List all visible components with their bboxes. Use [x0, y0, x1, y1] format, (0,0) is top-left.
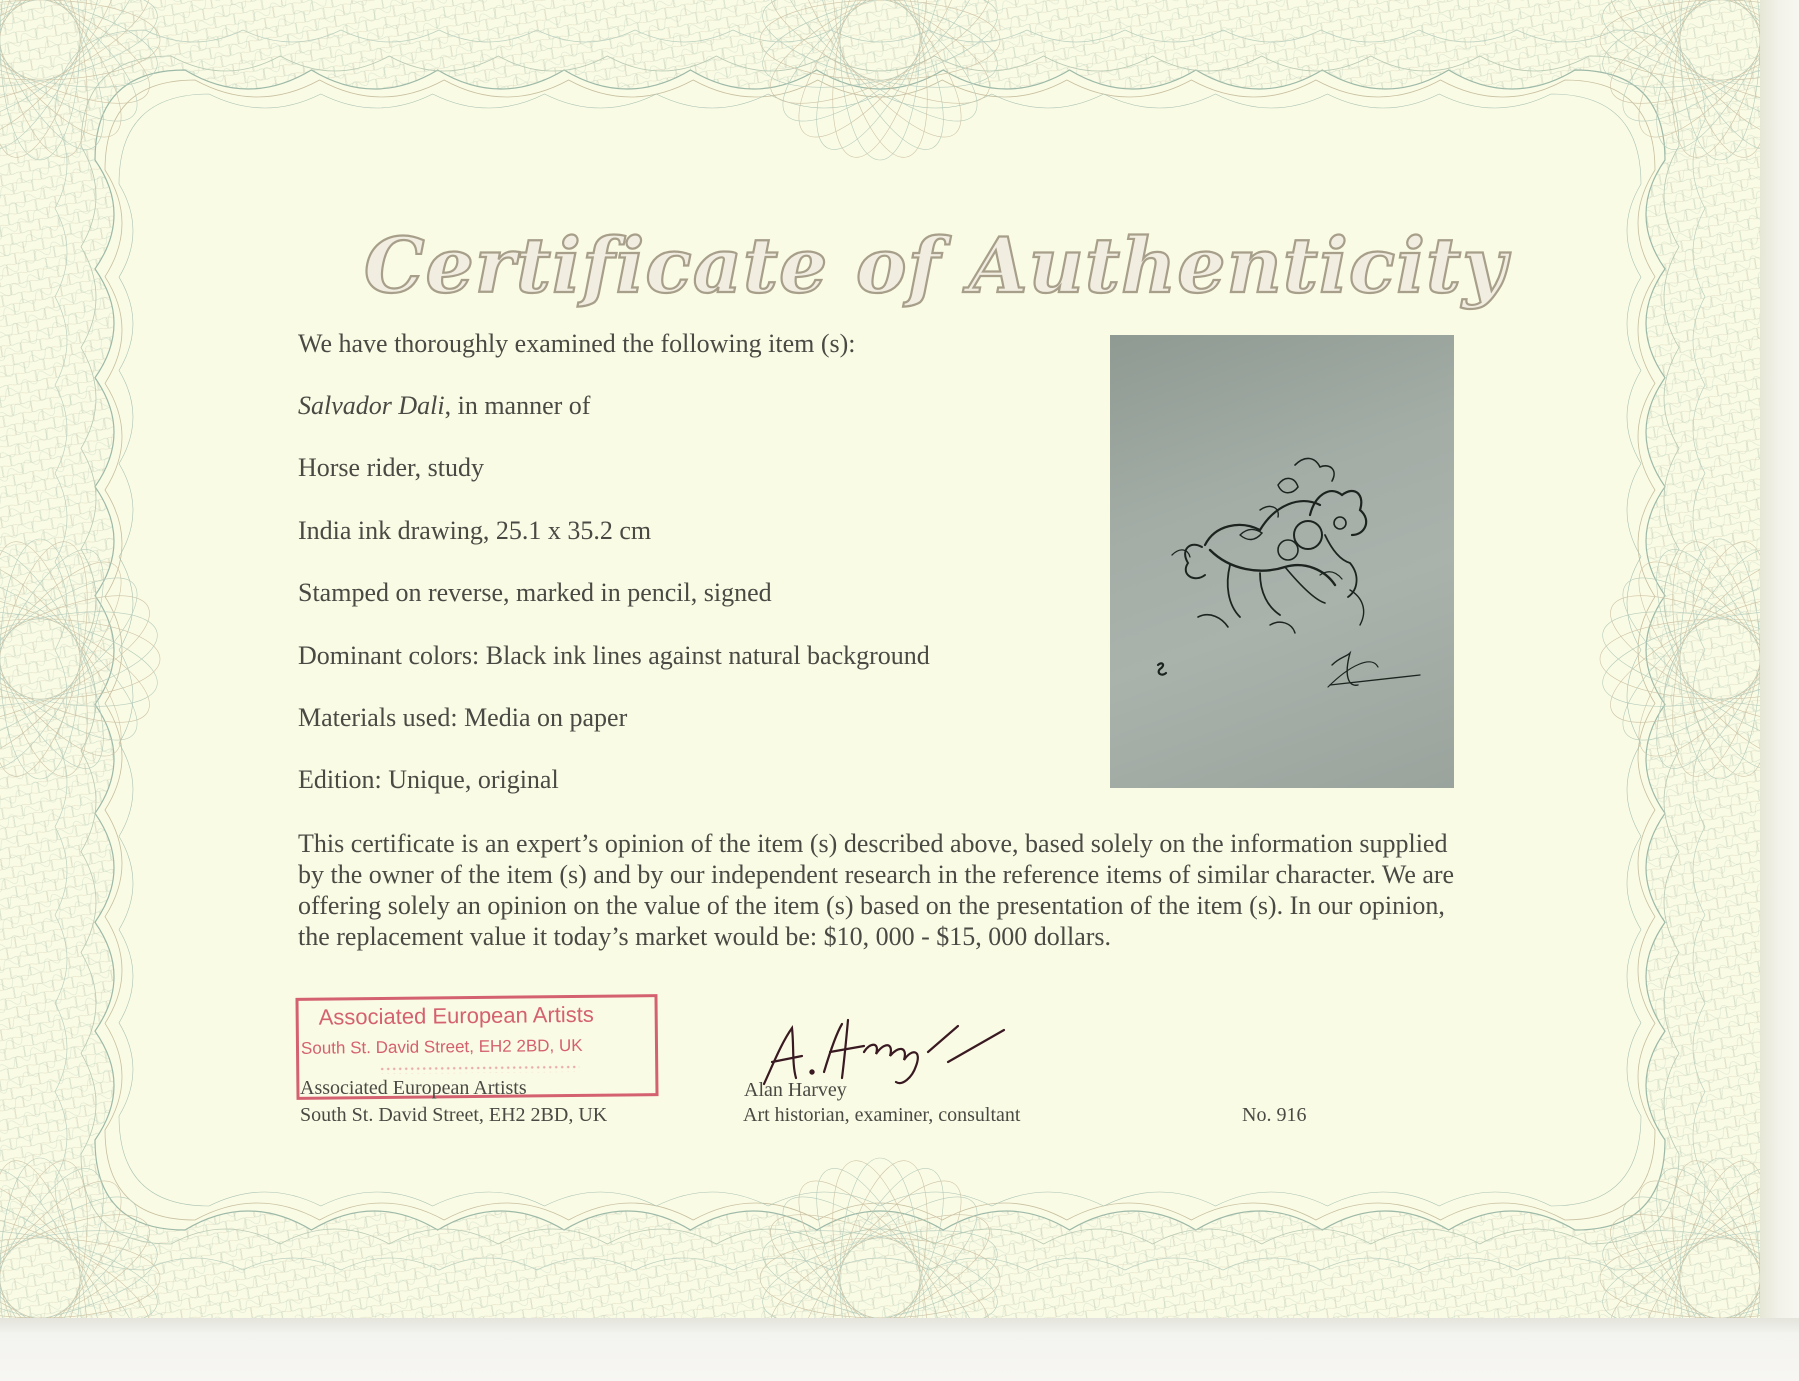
stamp-dots	[379, 1064, 579, 1074]
org-name: Associated European Artists	[300, 1077, 527, 1099]
examiner-title: Art historian, examiner, consultant	[743, 1104, 1021, 1126]
org-address: South St. David Street, EH2 2BD, UK	[300, 1104, 608, 1126]
page-edge-bottom	[0, 1318, 1799, 1381]
artwork-photo	[1110, 335, 1454, 788]
artist-name: Salvador Dali	[298, 391, 445, 420]
horse-rider-drawing	[1110, 335, 1454, 788]
intro-line: We have thoroughly examined the following item (s):	[298, 329, 856, 358]
examiner-name: Alan Harvey	[744, 1079, 847, 1101]
artist-suffix: , in manner of	[444, 391, 591, 420]
certificate-number: No. 916	[1242, 1104, 1307, 1126]
certificate-title-text: Certificate of Authenticity	[364, 221, 1508, 310]
markings-line: Stamped on reverse, marked in pencil, signed	[298, 578, 772, 607]
artist-line	[298, 391, 590, 421]
stamp-address: South St. David Street, EH2 2BD, UK	[300, 1035, 583, 1058]
medium-line: India ink drawing, 25.1 x 35.2 cm	[298, 516, 652, 545]
disclaimer-paragraph: This certificate is an expert’s opinion of the item (s) described above, based solely on the information supplied by the owner of the item (s) and by our independent research in the reference items of similar character. We are offering solely an opinion on the value of the item (s) based on the presentation of the item (s). In our opinion, the replacement value it today’s market would be: $10, 000 - $15, 000 dollars.	[298, 829, 1455, 951]
edition-line: Edition: Unique, original	[298, 765, 559, 794]
certificate-title	[362, 212, 1508, 322]
page-edge-right	[1760, 0, 1799, 1381]
materials-line: Materials used: Media on paper	[298, 703, 628, 732]
colors-line: Dominant colors: Black ink lines against natural background	[298, 641, 930, 670]
stamp-org-name: Associated European Artists	[318, 1001, 594, 1030]
work-title: Horse rider, study	[298, 453, 484, 482]
